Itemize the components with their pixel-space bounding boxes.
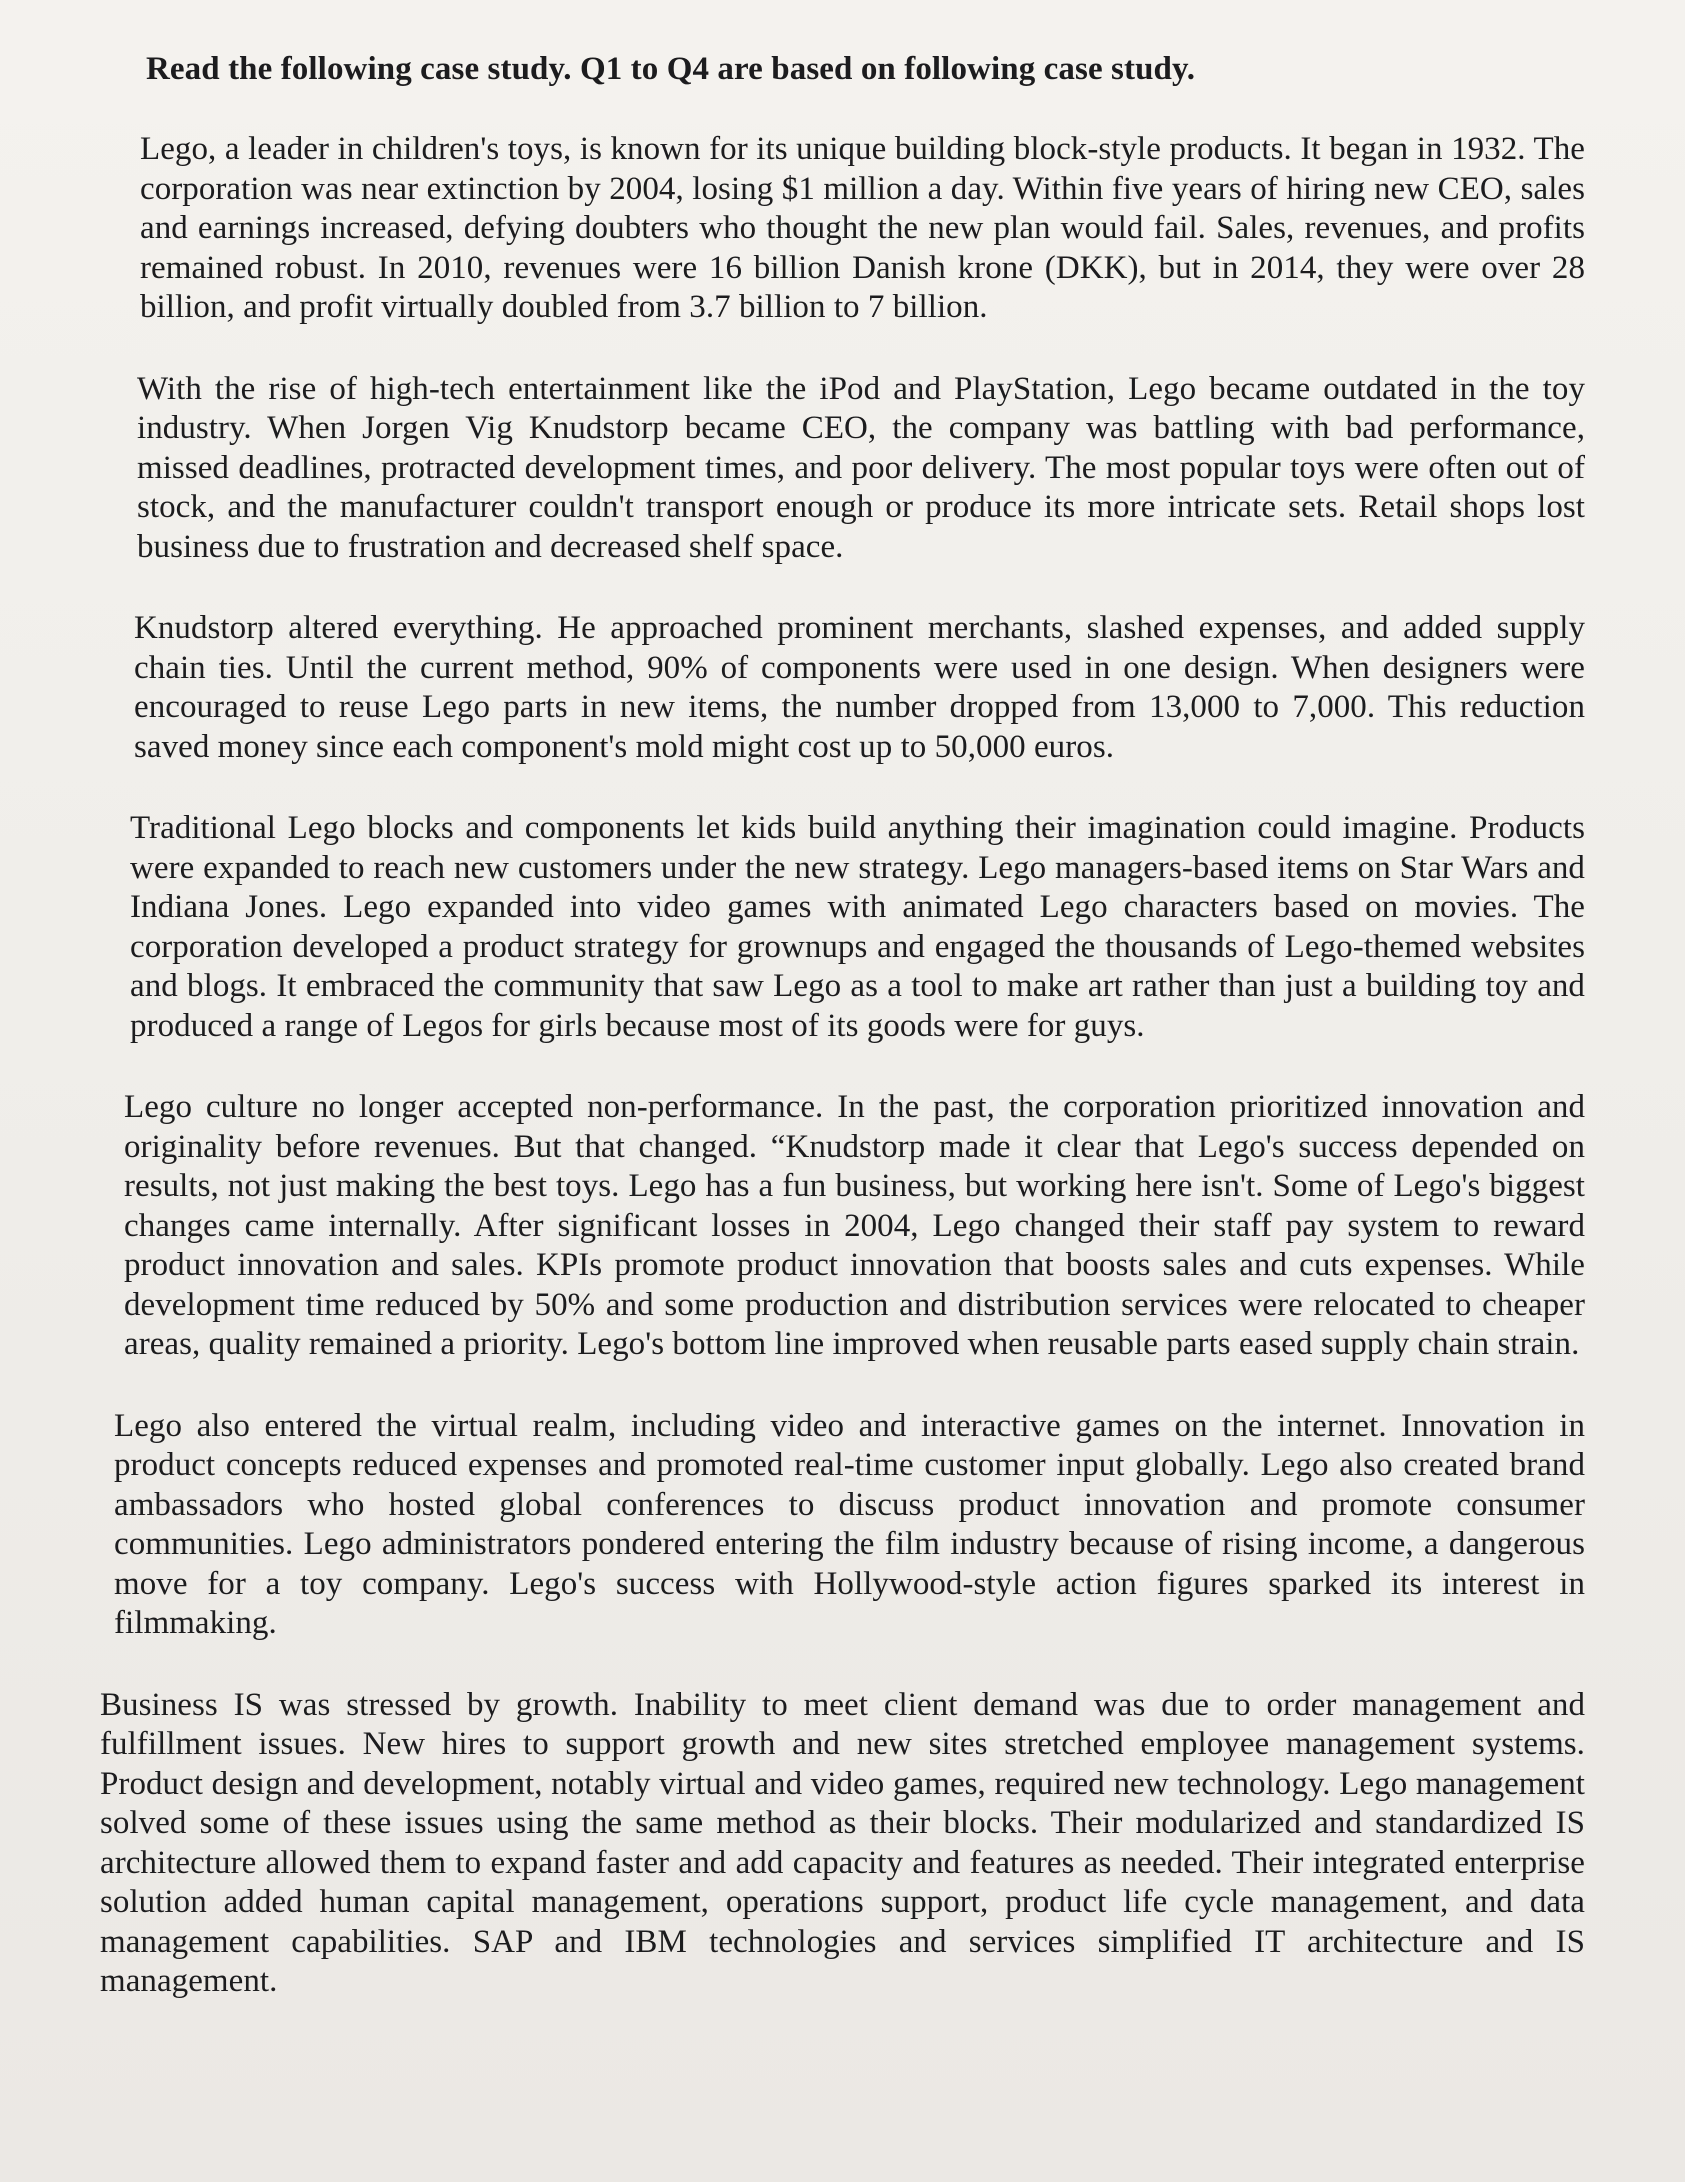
paragraph-culture: Lego culture no longer accepted non-performance. In the past, the corporation prioritized innovation and originality before revenues. But that changed. “Knudstorp made it clear that Lego's success depended on results, not just making the best toys. Lego has a fun business, but working here isn't. Some of Lego's biggest changes came internally. After significant losses in 2004, Lego changed their staff pay system to reward product innovation and sales. KPIs promote product innovation that boosts sales and cuts expenses. While development time reduced by 50% and some production and distribution services were relocated to cheaper areas, quality remained a priority. Lego's bottom line improved when reusable parts eased supply chain strain.	[124, 1089, 1585, 1362]
paragraph-turnaround: Knudstorp altered everything. He approached prominent merchants, slashed expenses, and added supply chain ties. Until the current method, 90% of components were used in one design. When designers were encouraged to reuse Lego parts in new items, the number dropped from 13,000 to 7,000. This reduction saved money since each component's mold might cost up to 50,000 euros.	[134, 610, 1585, 765]
case-study-heading: Read the following case study. Q1 to Q4 are based on following case study.	[146, 51, 1196, 87]
paragraph-virtual-realm: Lego also entered the virtual realm, including video and interactive games on the internet. Innovation in product concepts reduced expenses and promoted real-time customer input globally. Lego also created brand ambassadors who hosted global conferences to discuss product innovation and promote consumer communities. Lego administrators pondered entering the film industry because of rising income, a dangerous move for a toy company. Lego's success with Hollywood-style action figures sparked its interest in filmmaking.	[114, 1407, 1585, 1641]
paragraph-history: Lego, a leader in children's toys, is known for its unique building block-style products. It began in 1932. The corporation was near extinction by 2004, losing $1 million a day. Within five years of hiring new CEO, sales and earnings increased, defying doubters who thought the new plan would fail. Sales, revenues, and profits remained robust. In 2010, revenues were 16 billion Danish krone (DKK), but in 2014, they were over 28 billion, and profit virtually doubled from 3.7 billion to 7 billion.	[140, 131, 1585, 325]
paragraph-product-strategy: Traditional Lego blocks and components let kids build anything their imagination could imagine. Products were expanded to reach new customers under the new strategy. Lego managers-based items on Star Wars and Indiana Jones. Lego expanded into video games with animated Lego characters based on movies. The corporation developed a product strategy for grownups and engaged the thousands of Lego-themed websites and blogs. It embraced the community that saw Lego as a tool to make art rather than just a building toy and produced a range of Legos for girls because most of its goods were for guys.	[130, 810, 1585, 1044]
paragraph-business-is: Business IS was stressed by growth. Inability to meet client demand was due to order management and fulfillment issues. New hires to support growth and new sites stretched employee management systems. Product design and development, notably virtual and video games, required new technology. Lego management solved some of these issues using the same method as their blocks. Their modularized and standardized IS architecture allowed them to expand faster and add capacity and features as needed. Their integrated enterprise solution added human capital management, operations support, product life cycle management, and data management capabilities. SAP and IBM technologies and services simplified IT architecture and IS management.	[100, 1686, 1585, 1999]
paragraph-decline: With the rise of high-tech entertainment like the iPod and PlayStation, Lego became outdated in the toy industry. When Jorgen Vig Knudstorp became CEO, the company was battling with bad performance, missed deadlines, protracted development times, and poor delivery. The most popular toys were often out of stock, and the manufacturer couldn't transport enough or produce its more intricate sets. Retail shops lost business due to frustration and decreased shelf space.	[137, 370, 1585, 565]
